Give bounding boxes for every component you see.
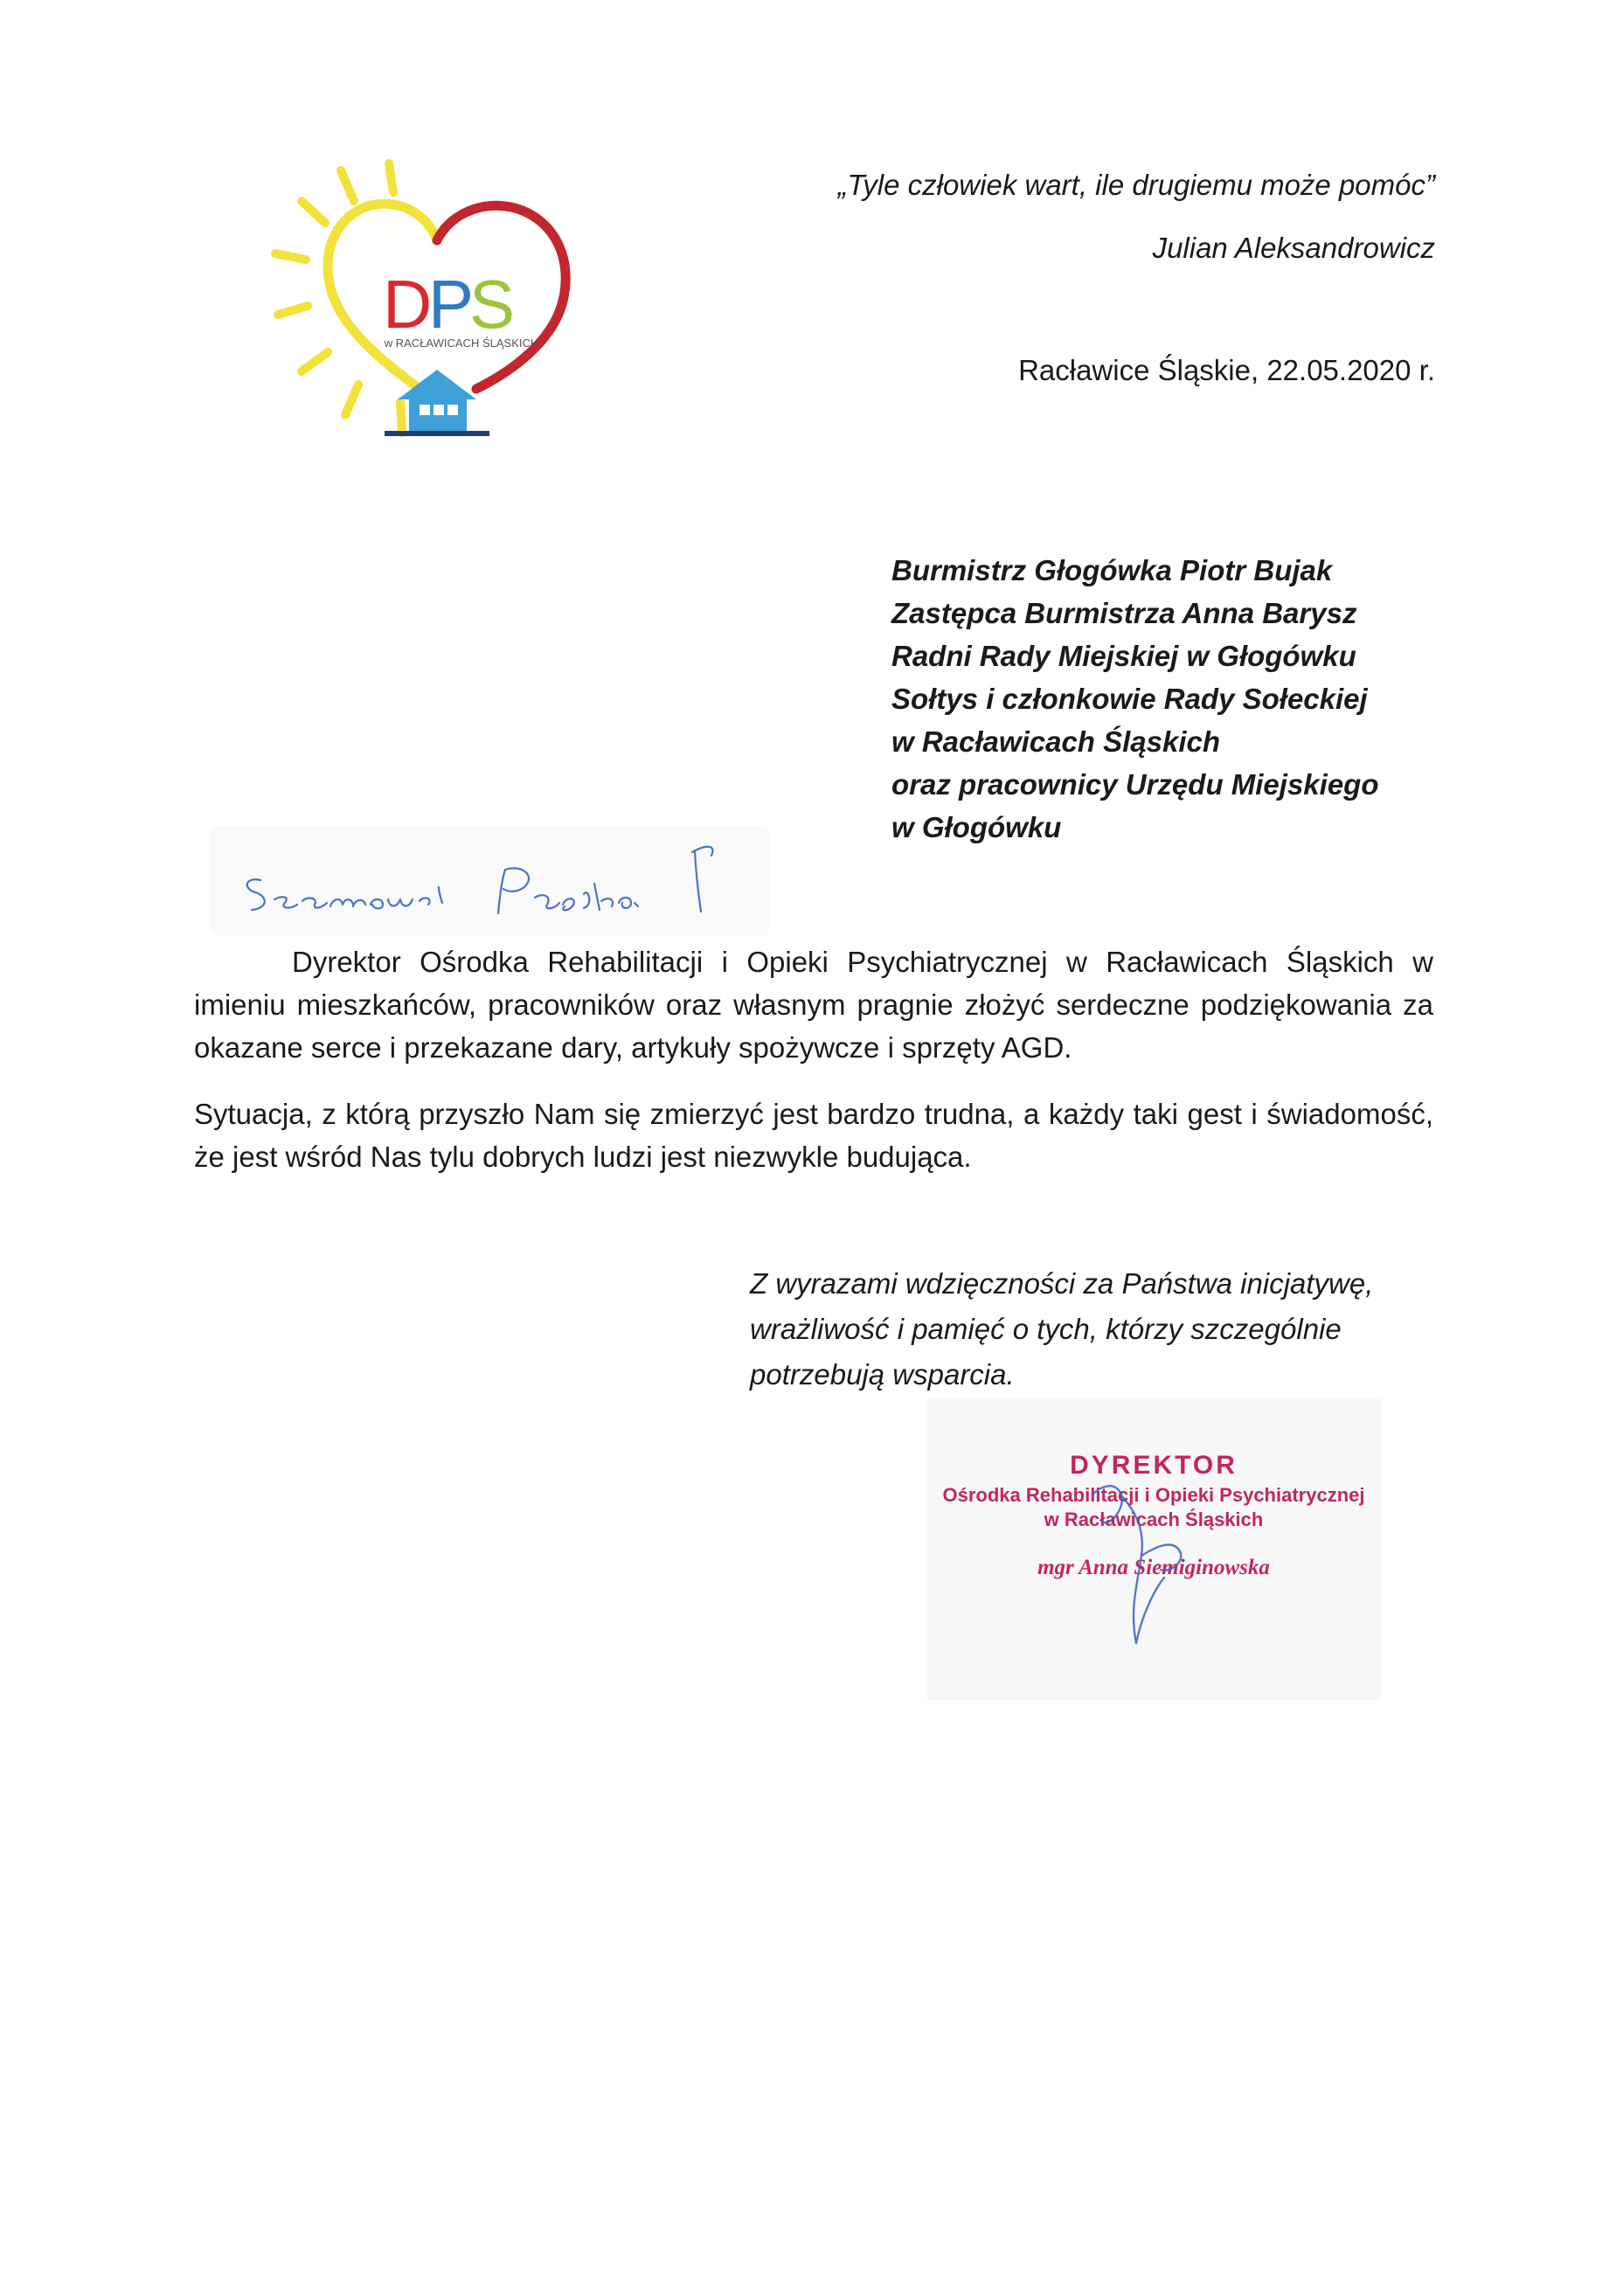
motto-quote: „Tyle człowiek wart, ile drugiemu może pomóc” <box>837 169 1435 201</box>
handwritten-salutation <box>210 826 769 935</box>
dps-logo <box>262 153 612 450</box>
heart-sun-house-icon <box>262 153 612 450</box>
paragraph-situation: Sytuacja, z którą przyszło Nam się zmierzyć jest bardzo trudna, a każdy taki gest i świadomość, że jest wśród Nas tylu dobrych ludzi jest niezwykle budująca. <box>194 1098 1433 1173</box>
addressee-line: Radni Rady Miejskiej w Głogówku <box>891 640 1356 672</box>
signature-icon <box>926 1398 1381 1700</box>
logo-subtitle: w RACŁAWICACH ŚLĄSKICH <box>384 336 539 350</box>
stamp-name: mgr Anna Siemiginowska <box>1037 1556 1270 1579</box>
handwriting-icon <box>210 826 769 935</box>
stamp-location: w Racławicach Śląskich <box>1044 1509 1264 1530</box>
addressee-line: oraz pracownicy Urzędu Miejskiego <box>891 768 1379 801</box>
place-date: Racławice Śląskie, 22.05.2020 r. <box>1018 354 1435 386</box>
addressee-block <box>891 549 1379 849</box>
addressee-line: w Racławicach Śląskich <box>891 725 1221 758</box>
motto-author: Julian Aleksandrowicz <box>1152 232 1435 264</box>
stamp-title: DYREKTOR <box>1070 1451 1238 1480</box>
closing-line: Z wyrazami wdzięczności za Państwa inicjatywę, <box>750 1267 1374 1300</box>
director-stamp <box>926 1398 1381 1700</box>
logo-letter-p: P <box>428 266 475 343</box>
closing-line: potrzebują wsparcia. <box>750 1358 1015 1391</box>
paragraph-thanks: Dyrektor Ośrodka Rehabilitacji i Opieki Psychiatrycznej w Racławicach Śląskich w imieniu mieszkańców, pracowników oraz własnym pragnie złożyć serdeczne podziękowania za okazane serce i przekazane dary, artykuły spożywcze i sprzęty AGD. <box>194 946 1433 1064</box>
motto <box>838 164 1435 269</box>
addressee-line: w Głogówku <box>891 811 1062 843</box>
logo-letter-d: D <box>383 266 433 343</box>
addressee-line: Burmistrz Głogówka Piotr Bujak <box>891 554 1333 586</box>
addressee-line: Zastępca Burmistrza Anna Barysz <box>891 597 1357 629</box>
addressee-line: Sołtys i członkowie Rady Sołeckiej <box>891 683 1368 715</box>
logo-letter-s: S <box>469 266 516 343</box>
stamp-institution: Ośrodka Rehabilitacji i Opieki Psychiatrycznej <box>942 1484 1365 1506</box>
closing-line: wrażliwość i pamięć o tych, którzy szczególnie <box>750 1313 1342 1345</box>
closing-block <box>750 1261 1373 1398</box>
